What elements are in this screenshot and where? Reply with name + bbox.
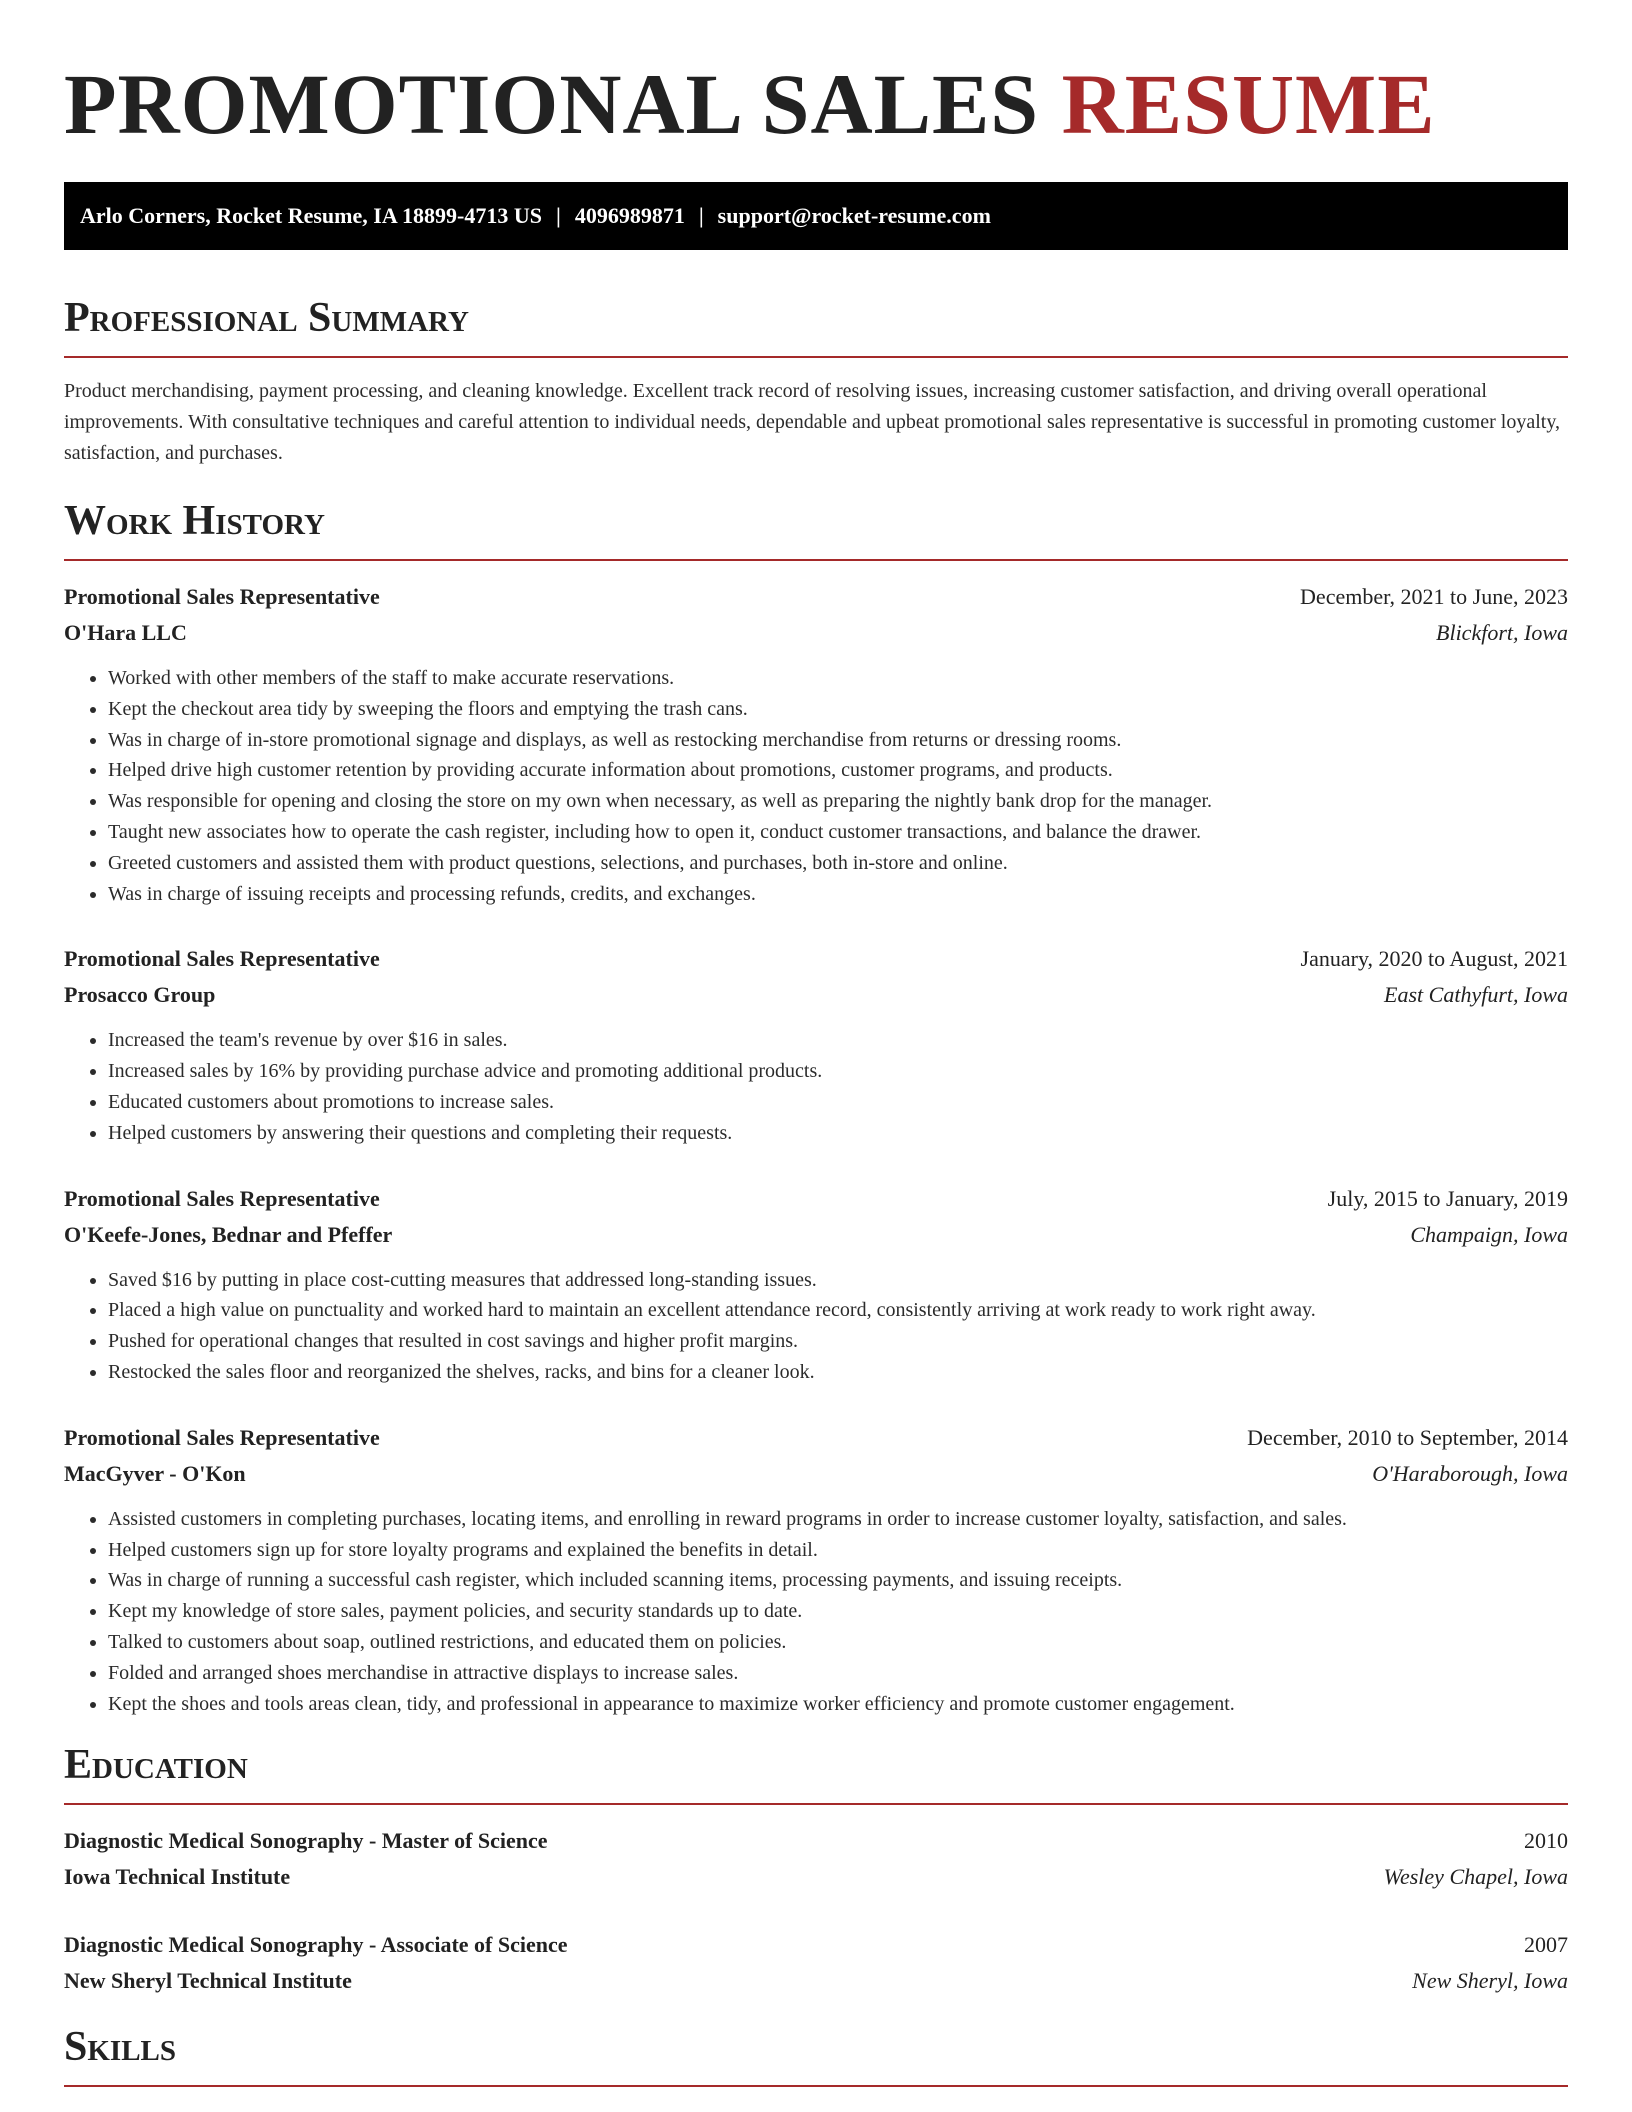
job-entry	[64, 1181, 1568, 1388]
contact-phone: 4096989871	[574, 203, 685, 228]
list-item: • Taught new associates how to operate the cash register, including how to open it, conduct customer transactions, and balance the drawer.	[108, 817, 1568, 848]
summary-heading: Professional Summary	[64, 294, 1568, 358]
job-bullets	[64, 1265, 1568, 1388]
job-bullets	[64, 1504, 1568, 1720]
job-dates: July, 2015 to January, 2019	[1327, 1185, 1568, 1211]
job-title: Promotional Sales Representative	[64, 584, 380, 609]
work-history-list	[64, 579, 1568, 1719]
list-item: • Kept the checkout area tidy by sweeping the floors and emptying the trash cans.	[108, 694, 1568, 725]
contact-address: Arlo Corners, Rocket Resume, IA 18899-4713 US	[80, 203, 542, 228]
list-item: • Was responsible for opening and closing the store on my own when necessary, as well as preparing the nightly bank drop for the manager.	[108, 786, 1568, 817]
list-item: • Was in charge of in-store promotional signage and displays, as well as restocking merchandise from returns or dressing rooms.	[108, 725, 1568, 756]
job-bullets	[64, 663, 1568, 909]
list-item: • Saved $16 by putting in place cost-cutting measures that addressed long-standing issues.	[108, 1265, 1568, 1296]
edu-year: 2007	[1524, 1932, 1568, 1958]
list-item: • Kept the shoes and tools areas clean, tidy, and professional in appearance to maximize worker efficiency and promote customer engagement.	[108, 1689, 1568, 1720]
edu-school: New Sheryl Technical Institute	[64, 1968, 352, 1994]
summary-text: Product merchandising, payment processing, and cleaning knowledge. Excellent track record of resolving issues, increasing customer satisfaction, and driving overall operational improvements. With consultative techniques and careful attention to individual needs, dependable and upbeat promotional sales representative is successful in promoting customer loyalty, satisfaction, and purchases.	[64, 380, 1561, 464]
edu-year: 2010	[1524, 1828, 1568, 1854]
edu-degree: Diagnostic Medical Sonography - Associate of Science	[64, 1932, 568, 1958]
education-entry	[64, 1927, 1568, 1999]
list-item: • Placed a high value on punctuality and worked hard to maintain an excellent attendance record, consistently arriving at work ready to work right away.	[108, 1295, 1568, 1326]
education-entry	[64, 1823, 1568, 1895]
skills-heading: Skills	[64, 2023, 1568, 2087]
job-location: Champaign, Iowa	[1410, 1221, 1568, 1247]
list-item: • Greeted customers and assisted them with product questions, selections, and purchases, both in-store and online.	[108, 848, 1568, 879]
job-title: Promotional Sales Representative	[64, 1424, 380, 1450]
list-item: • Educated customers about promotions to increase sales.	[108, 1087, 1568, 1118]
job-location: East Cathyfurt, Iowa	[1384, 982, 1568, 1008]
job-company: Prosacco Group	[64, 982, 216, 1008]
contact-separator: |	[698, 203, 704, 228]
title-accent: RESUME	[1061, 56, 1436, 152]
job-dates: January, 2020 to August, 2021	[1300, 946, 1568, 972]
contact-email[interactable]: support@rocket-resume.com	[717, 203, 991, 228]
list-item: • Helped customers sign up for store loyalty programs and explained the benefits in detail.	[108, 1535, 1568, 1566]
list-item: • Was in charge of running a successful cash register, which included scanning items, processing payments, and issuing receipts.	[108, 1565, 1568, 1596]
job-dates: December, 2021 to June, 2023	[1300, 584, 1568, 609]
list-item: • Assisted customers in completing purchases, locating items, and enrolling in reward programs in order to increase customer loyalty, satisfaction, and sales.	[108, 1504, 1568, 1535]
title-main: PROMOTIONAL SALES	[64, 56, 1040, 152]
edu-degree: Diagnostic Medical Sonography - Master of Science	[64, 1828, 548, 1854]
job-title: Promotional Sales Representative	[64, 1185, 380, 1211]
job-company: O'Keefe-Jones, Bednar and Pfeffer	[64, 1221, 393, 1247]
list-item: • Pushed for operational changes that resulted in cost savings and higher profit margins.	[108, 1326, 1568, 1357]
list-item: • Worked with other members of the staff to make accurate reservations.	[108, 663, 1568, 694]
edu-location: New Sheryl, Iowa	[1412, 1968, 1568, 1994]
resume-title	[64, 56, 1568, 152]
list-item: • Folded and arranged shoes merchandise in attractive displays to increase sales.	[108, 1658, 1568, 1689]
work-history-heading: Work History	[64, 497, 1568, 561]
edu-location: Wesley Chapel, Iowa	[1383, 1864, 1568, 1890]
list-item: • Restocked the sales floor and reorganized the shelves, racks, and bins for a cleaner look.	[108, 1357, 1568, 1388]
edu-school: Iowa Technical Institute	[64, 1864, 291, 1890]
job-entry	[64, 941, 1568, 1148]
list-item: • Increased the team's revenue by over $16 in sales.	[108, 1025, 1568, 1056]
job-bullets	[64, 1025, 1568, 1148]
job-entry	[64, 579, 1568, 909]
list-item: • Kept my knowledge of store sales, payment policies, and security standards up to date.	[108, 1596, 1568, 1627]
list-item: • Helped drive high customer retention by providing accurate information about promotions, customer programs, and products.	[108, 755, 1568, 786]
job-title: Promotional Sales Representative	[64, 946, 380, 972]
contact-separator: |	[555, 203, 561, 228]
list-item: • Helped customers by answering their questions and completing their requests.	[108, 1118, 1568, 1149]
list-item: • Increased sales by 16% by providing purchase advice and promoting additional products.	[108, 1056, 1568, 1087]
job-location: Blickfort, Iowa	[1436, 620, 1568, 645]
contact-bar	[64, 182, 1568, 250]
job-entry	[64, 1420, 1568, 1720]
job-company: MacGyver - O'Kon	[64, 1460, 246, 1486]
job-location: O'Haraborough, Iowa	[1372, 1460, 1568, 1486]
list-item: • Was in charge of issuing receipts and processing refunds, credits, and exchanges.	[108, 879, 1568, 910]
job-dates: December, 2010 to September, 2014	[1247, 1424, 1568, 1450]
job-company: O'Hara LLC	[64, 620, 187, 645]
education-heading: Education	[64, 1741, 1568, 1805]
list-item: • Talked to customers about soap, outlined restrictions, and educated them on policies.	[108, 1627, 1568, 1658]
resume-page	[64, 0, 1568, 2087]
